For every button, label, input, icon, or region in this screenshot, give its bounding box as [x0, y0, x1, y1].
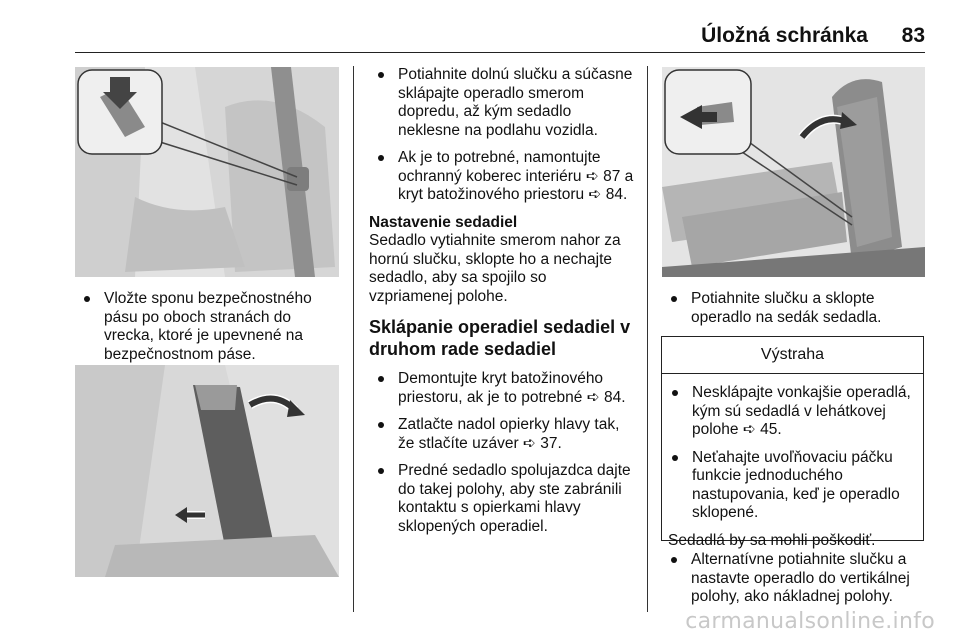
- page-number: 83: [901, 24, 925, 47]
- header-rule: [75, 52, 925, 53]
- list-item-text: Zatlačte nadol opierky hlavy tak, že stlačíte uzáver ➪ 37.: [398, 416, 620, 452]
- list-item-text: Predné sedadlo spolujazdca dajte do takej polohy, aby ste zabránili kontaktu s opierkami hlavy sklopených operadiel.: [398, 462, 631, 535]
- column-divider-1: [353, 66, 354, 612]
- list-item: [668, 384, 917, 440]
- list-item-text: Nesklápajte vonkajšie operadlá, kým sú sedadlá v lehátkovej polohe ➪ 45.: [692, 384, 911, 438]
- subheading: Nastavenie sedadiel: [369, 213, 518, 231]
- list-item: [369, 149, 634, 205]
- list-item-text: Neťahajte uvoľňovaciu páčku funkcie jednoduchého nastupovania, keď je operadlo sklopené.: [692, 448, 900, 521]
- list-item: [369, 370, 634, 407]
- bullet-dot: [378, 422, 384, 428]
- list-item-text: Ak je to potrebné, namontujte ochranný koberec interiéru ➪ 87 a kryt batožinového priestoru ➪ 84.: [398, 149, 634, 203]
- warning-body: [662, 374, 923, 550]
- list-item: [662, 290, 927, 327]
- warning-title: Výstraha: [662, 337, 923, 374]
- bullet-dot: [378, 468, 384, 474]
- figure-seat-loop: [662, 67, 925, 277]
- figure-fold-seatback: [75, 365, 339, 577]
- list-item: [369, 416, 634, 453]
- watermark: carmanualsonline.info: [685, 609, 935, 634]
- bullet-dot: [378, 72, 384, 78]
- bullet-dot: [671, 557, 677, 563]
- list-item: [75, 290, 340, 364]
- column-3-bottom: [662, 551, 927, 616]
- section-heading: Sklápanie operadiel sedadiel v druhom rade sedadiel: [369, 317, 631, 359]
- list-item-text: Potiahnite dolnú slučku a súčasne sklápajte operadlo smerom dopredu, až kým sedadlo neklesne na podlahu vozidla.: [398, 66, 633, 139]
- bullet-dot: [672, 455, 678, 461]
- list-item: [369, 66, 634, 140]
- column-2: [369, 66, 634, 545]
- list-item-text: Vložte sponu bezpečnostného pásu po oboch stranách do vrecka, ktoré je upevnené na bezpečnostnom páse.: [104, 290, 312, 363]
- bullet-dot: [671, 296, 677, 302]
- list-item-text: Potiahnite slučku a sklopte operadlo na sedák sedadla.: [691, 290, 882, 326]
- paragraph: Sedadlo vytiahnite smerom nahor za hornú slučku, sklopte ho a nechajte sedadlo, aby sa spojilo so vzpriamenej polohe.: [369, 232, 621, 305]
- warning-note: Sedadlá by sa mohli poškodiť.: [668, 531, 876, 549]
- bullet-dot: [84, 296, 90, 302]
- column-3: [662, 290, 927, 336]
- figure-seatbelt-pocket: [75, 67, 339, 277]
- warning-box: [661, 336, 924, 549]
- list-item: [668, 449, 917, 523]
- header-title: Úložná schránka: [701, 24, 868, 47]
- column-1: [75, 290, 340, 373]
- list-item: [662, 551, 927, 607]
- bullet-dot: [672, 390, 678, 396]
- column-divider-2: [647, 66, 648, 612]
- list-item: [369, 462, 634, 536]
- bullet-dot: [378, 376, 384, 382]
- bullet-dot: [378, 155, 384, 161]
- list-item-text: Alternatívne potiahnite slučku a nastavte operadlo do vertikálnej polohy, ako nákladnej polohy.: [691, 551, 910, 605]
- list-item-text: Demontujte kryt batožinového priestoru, ak je to potrebné ➪ 84.: [398, 370, 626, 406]
